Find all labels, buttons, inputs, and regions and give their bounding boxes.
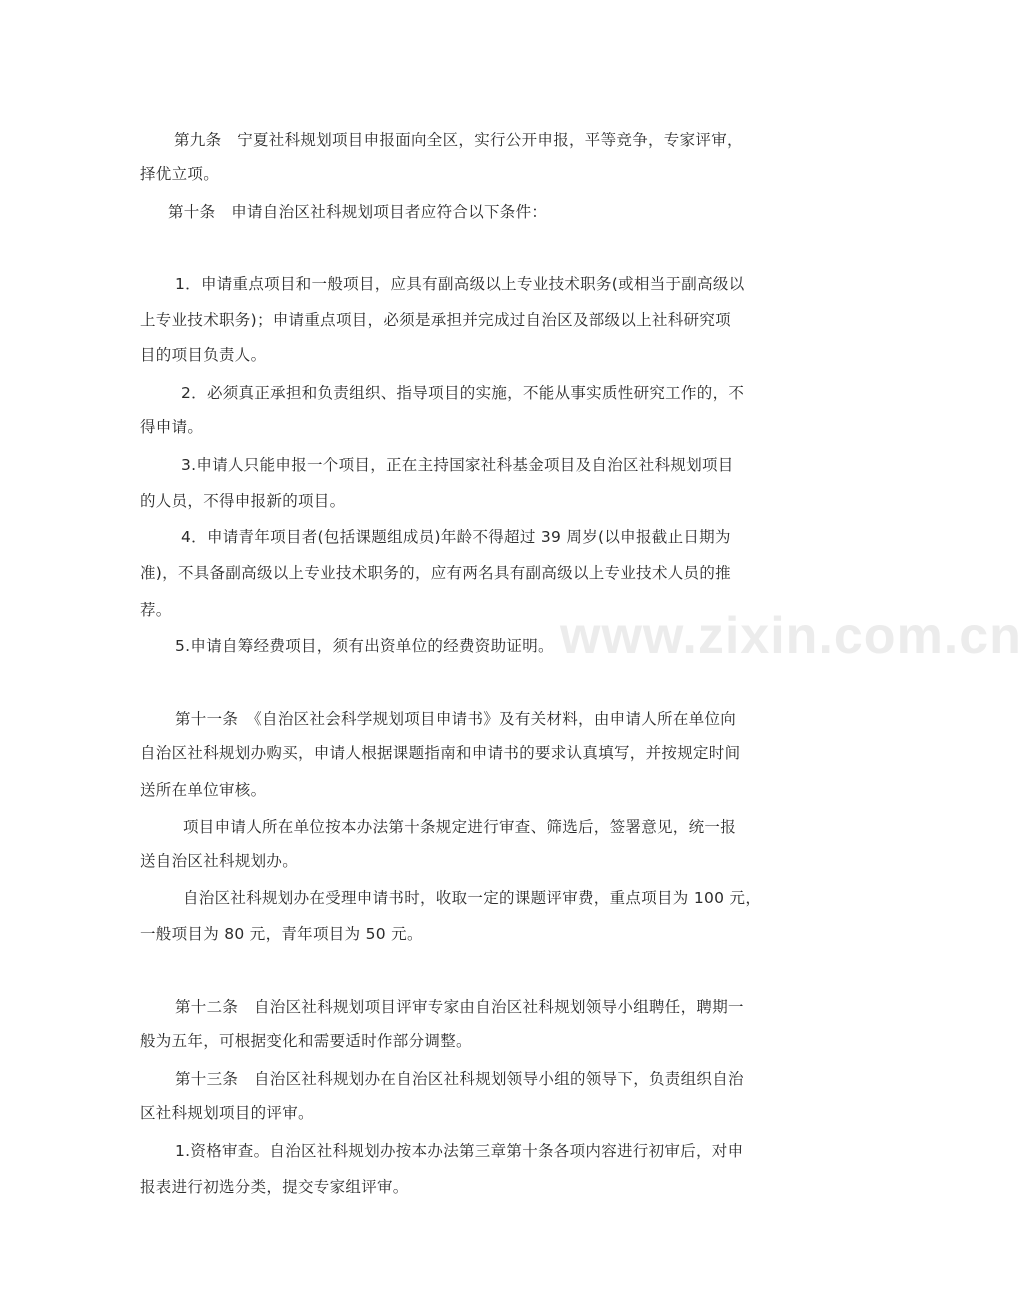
text-line: 5.申请自筹经费项目，须有出资单位的经费资助证明。 (175, 637, 554, 655)
text-line: 第十二条 自治区社科规划项目评审专家由自治区社科规划领导小组聘任，聘期一 (175, 998, 744, 1016)
text-line: 准)，不具备副高级以上专业技术职务的，应有两名具有副高级以上专业技术人员的推 (140, 564, 731, 582)
text-line: 1.资格审查。自治区社科规划办按本办法第三章第十条各项内容进行初审后，对申 (175, 1142, 744, 1160)
text-line: 2．必须真正承担和负责组织、指导项目的实施，不能从事实质性研究工作的，不 (181, 384, 745, 402)
watermark: www.zixin.com.cn (560, 607, 1022, 665)
text-line: 般为五年，可根据变化和需要适时作部分调整。 (140, 1032, 472, 1050)
text-line: 目的项目负责人。 (140, 346, 267, 364)
text-line: 自治区社科规划办在受理申请书时，收取一定的课题评审费，重点项目为 100 元， (183, 889, 762, 907)
text-line: 项目申请人所在单位按本办法第十条规定进行审查、筛选后，签署意见，统一报 (183, 818, 737, 836)
text-line: 上专业技术职务)；申请重点项目，必须是承担并完成过自治区及部级以上社科研究项 (140, 311, 731, 329)
text-line: 第十条 申请自治区社科规划项目者应符合以下条件： (168, 203, 548, 221)
text-line: 择优立项。 (140, 165, 220, 183)
text-line: 荐。 (140, 601, 172, 619)
text-line: 自治区社科规划办购买，申请人根据课题指南和申请书的要求认真填写，并按规定时间 (140, 744, 741, 762)
text-line: 区社科规划项目的评审。 (140, 1104, 314, 1122)
text-line: 3.申请人只能申报一个项目，正在主持国家社科基金项目及自治区社科规划项目 (181, 456, 734, 474)
text-line: 1．申请重点项目和一般项目，应具有副高级以上专业技术职务(或相当于副高级以 (175, 275, 745, 293)
text-line: 送自治区社科规划办。 (140, 852, 299, 870)
text-line: 第十一条 《自治区社会科学规划项目申请书》及有关材料，由申请人所在单位向 (175, 710, 737, 728)
text-line: 报表进行初选分类，提交专家组评审。 (140, 1178, 409, 1196)
text-line: 4．申请青年项目者(包括课题组成员)年龄不得超过 39 周岁(以申报截止日期为 (181, 528, 731, 546)
text-line: 送所在单位审核。 (140, 781, 267, 799)
text-line: 一般项目为 80 元，青年项目为 50 元。 (140, 925, 423, 943)
text-line: 得申请。 (140, 418, 204, 436)
text-line: 第十三条 自治区社科规划办在自治区社科规划领导小组的领导下，负责组织自治 (175, 1070, 744, 1088)
text-line: 的人员，不得申报新的项目。 (140, 492, 346, 510)
text-line: 第九条 宁夏社科规划项目申报面向全区，实行公开申报，平等竞争，专家评审， (174, 131, 743, 149)
